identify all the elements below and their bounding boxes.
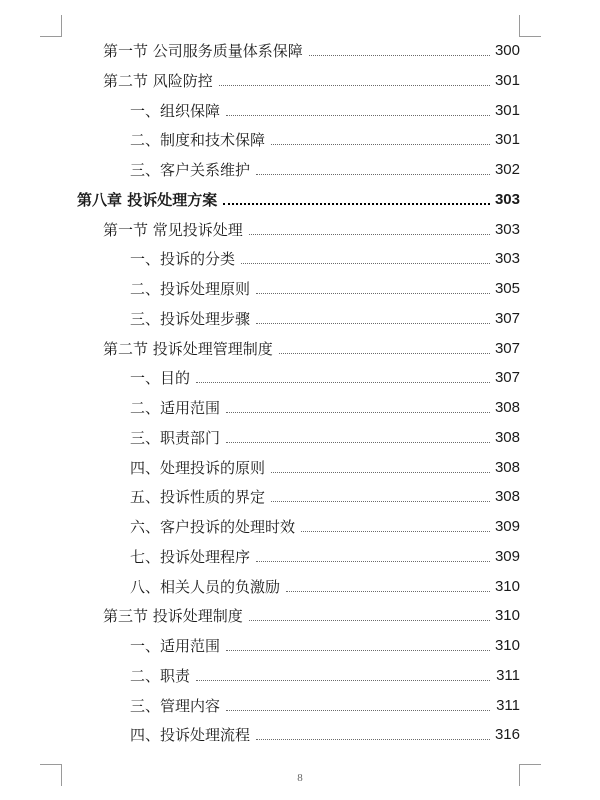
toc-entry-title: 一、目的 [130,369,191,387]
toc-entry-title: 四、投诉处理流程 [130,726,251,744]
toc-entry-page-number: 308 [494,459,520,476]
toc-entry-page-number: 301 [494,131,520,148]
toc-entry-page-number: 311 [496,697,520,714]
toc-entry-page-number: 309 [494,548,520,565]
crop-mark-top-right-v [519,15,520,37]
toc-section-entry[interactable] [103,218,520,242]
toc-item-entry[interactable] [130,99,520,123]
toc-entry-page-number: 301 [494,72,520,89]
toc-dot-leader [256,173,490,175]
toc-item-entry[interactable] [130,575,520,599]
toc-entry-title: 五、投诉性质的界定 [130,488,266,506]
page-number: 8 [297,772,303,784]
toc-entry-page-number: 311 [496,667,520,684]
toc-entry-title: 第八章 投诉处理方案 [77,191,218,209]
toc-entry-title: 二、投诉处理原则 [130,280,251,298]
toc-dot-leader [301,530,490,532]
toc-entry-page-number: 310 [494,578,520,595]
toc-dot-leader [256,738,490,740]
toc-entry-page-number: 305 [494,280,520,297]
toc-dot-leader [256,292,490,294]
toc-dot-leader [271,143,490,145]
toc-entry-title: 第二节 投诉处理管理制度 [103,340,273,358]
toc-dot-leader [256,322,490,324]
toc-item-entry[interactable] [130,634,520,658]
toc-dot-leader [196,679,490,681]
toc-dot-leader [271,500,490,502]
toc-entry-page-number: 316 [494,726,520,743]
toc-item-entry[interactable] [130,694,520,718]
crop-mark-top-left-h [40,36,62,37]
toc-section-entry[interactable] [103,337,520,361]
toc-item-entry[interactable] [130,664,520,688]
toc-dot-leader [256,560,490,562]
toc-dot-leader [271,471,490,473]
toc-entry-title: 第一节 公司服务质量体系保障 [103,42,303,60]
toc-item-entry[interactable] [130,307,520,331]
toc-entry-title: 第三节 投诉处理制度 [103,607,243,625]
toc-entry-title: 二、制度和技术保障 [130,131,266,149]
toc-item-entry[interactable] [130,485,520,509]
toc-entry-page-number: 307 [494,369,520,386]
toc-entry-page-number: 307 [494,340,520,357]
toc-entry-page-number: 303 [494,191,520,208]
toc-item-entry[interactable] [130,426,520,450]
toc-item-entry[interactable] [130,128,520,152]
toc-item-entry[interactable] [130,515,520,539]
toc-entry-title: 第一节 常见投诉处理 [103,221,243,239]
crop-mark-top-right-h [519,36,541,37]
toc-dot-leader [226,441,490,443]
toc-entry-title: 三、客户关系维护 [130,161,251,179]
toc-entry-page-number: 303 [494,221,520,238]
toc-entry-title: 二、适用范围 [130,399,221,417]
toc-entry-page-number: 308 [494,429,520,446]
toc-entry-page-number: 302 [494,161,520,178]
toc-dot-leader [226,649,490,651]
toc-dot-leader [226,114,490,116]
crop-mark-bottom-right-h [519,764,541,765]
crop-mark-top-left-v [61,15,62,37]
toc-entry-page-number: 303 [494,250,520,267]
toc-entry-title: 六、客户投诉的处理时效 [130,518,296,536]
toc-entry-title: 七、投诉处理程序 [130,548,251,566]
toc-item-entry[interactable] [130,366,520,390]
toc-dot-leader [249,619,490,621]
toc-entry-title: 三、管理内容 [130,697,221,715]
toc-entry-page-number: 308 [494,488,520,505]
toc-entry-page-number: 310 [494,637,520,654]
toc-item-entry[interactable] [130,396,520,420]
toc-dot-leader [249,233,490,235]
toc-entry-title: 八、相关人员的负激励 [130,578,281,596]
toc-entry-title: 四、处理投诉的原则 [130,459,266,477]
toc-dot-leader [241,262,490,264]
toc-dot-leader [219,84,490,86]
toc-item-entry[interactable] [130,545,520,569]
toc-entry-title: 一、投诉的分类 [130,250,236,268]
toc-entry-title: 一、组织保障 [130,102,221,120]
toc-dot-leader [226,709,490,711]
toc-entry-page-number: 307 [494,310,520,327]
crop-mark-bottom-left-h [40,764,62,765]
toc-dot-leader [223,202,490,205]
toc-item-entry[interactable] [130,247,520,271]
toc-dot-leader [196,381,490,383]
toc-entry-title: 三、职责部门 [130,429,221,447]
toc-item-entry[interactable] [130,456,520,480]
toc-chapter-entry[interactable] [77,188,520,212]
toc-entry-title: 第二节 风险防控 [103,72,213,90]
toc-dot-leader [309,54,490,56]
toc-item-entry[interactable] [130,723,520,747]
toc-entry-title: 三、投诉处理步骤 [130,310,251,328]
toc-dot-leader [226,411,490,413]
toc-entry-page-number: 309 [494,518,520,535]
toc-item-entry[interactable] [130,277,520,301]
toc-item-entry[interactable] [130,158,520,182]
toc-section-entry[interactable] [103,39,520,63]
toc-entry-page-number: 301 [494,102,520,119]
toc-section-entry[interactable] [103,69,520,93]
toc-entry-title: 二、职责 [130,667,191,685]
toc-entry-page-number: 308 [494,399,520,416]
toc-dot-leader [279,352,490,354]
toc-section-entry[interactable] [103,604,520,628]
toc-entry-page-number: 310 [494,607,520,624]
toc-entry-title: 一、适用范围 [130,637,221,655]
toc-entry-page-number: 300 [494,42,520,59]
toc-dot-leader [286,590,490,592]
